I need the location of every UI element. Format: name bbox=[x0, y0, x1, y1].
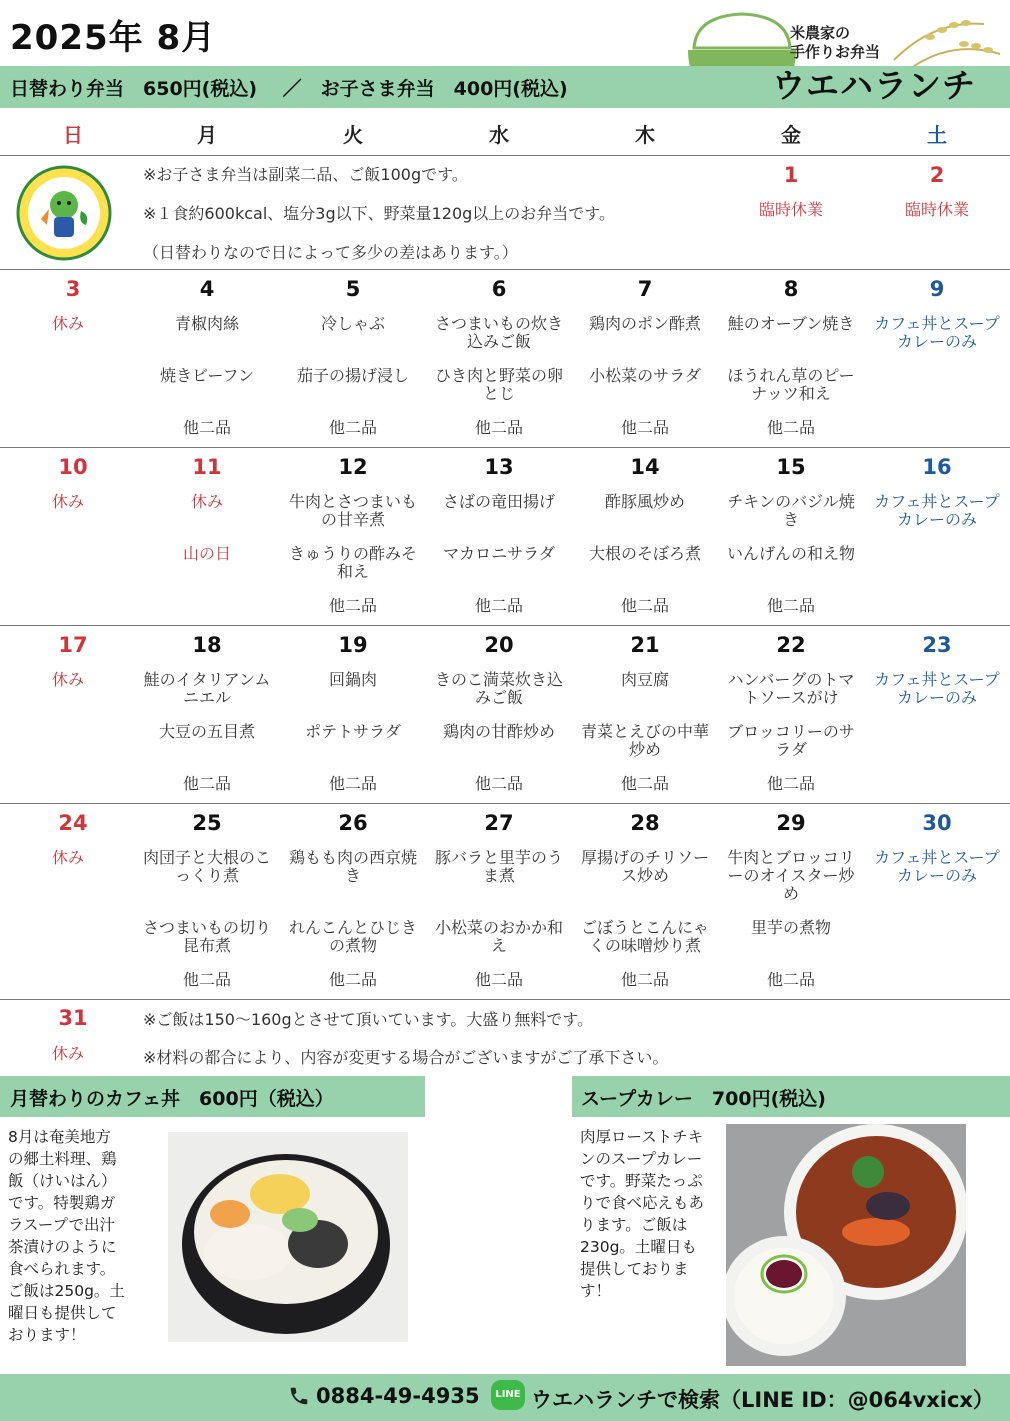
menu-item: カフェ丼とスープカレーのみ bbox=[874, 314, 1000, 351]
divider bbox=[0, 999, 1010, 1000]
menu-item: 他二品 bbox=[328, 970, 377, 989]
day-number: 16 bbox=[922, 455, 952, 479]
day-number: 3 bbox=[65, 277, 81, 301]
day-number: 1 bbox=[783, 163, 799, 187]
day-number: 13 bbox=[484, 455, 514, 479]
menu-item: 休み bbox=[190, 492, 223, 511]
weekday-fri: 金 bbox=[781, 123, 801, 147]
day-number: 6 bbox=[491, 277, 507, 301]
day-number: 4 bbox=[199, 277, 215, 301]
menu-item: 鶏もも肉の西京焼き bbox=[288, 848, 417, 885]
day-number: 9 bbox=[929, 277, 945, 301]
menu-item: 茄子の揚げ浸し bbox=[296, 366, 409, 385]
day-number: 30 bbox=[922, 811, 952, 835]
menu-item: 鮭のイタリアンムニエル bbox=[143, 670, 271, 707]
menu-item: 休み bbox=[51, 670, 84, 689]
menu-item: カフェ丼とスープカレーのみ bbox=[874, 848, 1000, 885]
menu-item: 肉団子と大根のこっくり煮 bbox=[142, 848, 271, 885]
menu-item: ごぼうとこんにゃくの味噌炒り煮 bbox=[581, 918, 709, 955]
curry-description: 肉厚ローストチキンのスープカレーです。野菜たっぷりで食べ応えもあります。ご飯は230g。土曜日も提供しております！ bbox=[580, 1128, 705, 1300]
menu-item: ハンバーグのトマトソースがけ bbox=[727, 670, 855, 707]
day-number: 7 bbox=[637, 277, 653, 301]
divider bbox=[0, 803, 1010, 804]
menu-item: 休み bbox=[51, 492, 84, 511]
line-icon: LINE bbox=[491, 1380, 525, 1410]
menu-item: さつまいもの切り昆布煮 bbox=[142, 918, 271, 955]
day-number: 5 bbox=[345, 277, 361, 301]
menu-closed: 臨時休業 bbox=[904, 200, 969, 219]
day-number: 10 bbox=[58, 455, 88, 479]
menu-item: 他二品 bbox=[182, 774, 231, 793]
menu-item: きゅうりの酢みそ和え bbox=[288, 544, 417, 581]
menu-item: 小松菜のおかか和え bbox=[434, 918, 563, 955]
day-number: 23 bbox=[922, 633, 952, 657]
veggie-menu-badge bbox=[16, 165, 112, 261]
menu-item: 酢豚風炒め bbox=[604, 492, 685, 511]
note-calorie: ※１食約600kcal、塩分3g以下、野菜量120g以上のお弁当です。 bbox=[143, 204, 616, 223]
weekday-tue: 火 bbox=[343, 123, 363, 147]
menu-item: 他二品 bbox=[474, 596, 523, 615]
day-number: 8 bbox=[783, 277, 799, 301]
menu-item: マカロニサラダ bbox=[443, 544, 555, 563]
menu-item: さつまいもの炊き込みご飯 bbox=[434, 314, 563, 351]
menu-item: 休み bbox=[51, 848, 84, 867]
soup-curry-photo bbox=[726, 1124, 966, 1366]
day-number: 21 bbox=[630, 633, 660, 657]
cafe-don-photo bbox=[168, 1132, 408, 1342]
menu-item: 他二品 bbox=[328, 418, 377, 437]
note-daily-variation: （日替わりなので日によって多少の差はあります。） bbox=[143, 243, 518, 262]
weekday-wed: 水 bbox=[489, 123, 509, 147]
menu-item: カフェ丼とスープカレーのみ bbox=[874, 670, 1000, 707]
curry-section-title: スープカレー 700円(税込) bbox=[581, 1088, 826, 1110]
menu-item: 鶏肉のポン酢煮 bbox=[588, 314, 701, 333]
menu-item: 鮭のオーブン焼き bbox=[727, 314, 855, 333]
menu-item: 他二品 bbox=[620, 596, 669, 615]
day-number: 25 bbox=[192, 811, 222, 835]
day-number: 2 bbox=[929, 163, 945, 187]
divider bbox=[0, 447, 1010, 448]
menu-item: 肉豆腐 bbox=[620, 670, 669, 689]
menu-item: きのこ満菜炊き込みご飯 bbox=[434, 670, 563, 707]
menu-item: カフェ丼とスープカレーのみ bbox=[874, 492, 1000, 529]
menu-item: 他二品 bbox=[474, 970, 523, 989]
menu-item: ポテトサラダ bbox=[305, 722, 401, 741]
note-kids-bento: ※お子さま弁当は副菜二品、ご飯100gです。 bbox=[143, 165, 468, 184]
day-number: 27 bbox=[484, 811, 514, 835]
logo-subtitle-2: 手作りお弁当 bbox=[790, 43, 881, 61]
day-number: 28 bbox=[630, 811, 660, 835]
menu-item: 休み bbox=[51, 314, 84, 333]
page-title: 2025年 8月 bbox=[10, 18, 217, 58]
day-number: 11 bbox=[192, 455, 222, 479]
menu-item: 他二品 bbox=[766, 970, 815, 989]
day-number: 24 bbox=[58, 811, 88, 835]
menu-closed: 臨時休業 bbox=[758, 200, 823, 219]
menu-item: 休み bbox=[51, 1044, 84, 1063]
menu-item: 厚揚げのチリソース炒め bbox=[580, 848, 709, 885]
menu-item: 他二品 bbox=[182, 418, 231, 437]
menu-item: 回鍋肉 bbox=[328, 670, 377, 689]
day-number: 26 bbox=[338, 811, 368, 835]
day-number: 29 bbox=[776, 811, 806, 835]
menu-item: 他二品 bbox=[620, 970, 669, 989]
note-rice: ※ご飯は150～160gとさせて頂いています。大盛り無料です。 bbox=[143, 1010, 594, 1029]
menu-item: 牛肉とさつまいもの甘辛煮 bbox=[288, 492, 417, 529]
divider bbox=[0, 269, 1010, 270]
menu-item: 他二品 bbox=[620, 774, 669, 793]
menu-item: ほうれん草のピーナッツ和え bbox=[727, 366, 855, 403]
day-number: 14 bbox=[630, 455, 660, 479]
menu-item: 里芋の煮物 bbox=[750, 918, 831, 937]
cafe-section-title: 月替わりのカフェ丼 600円（税込） bbox=[10, 1088, 334, 1110]
divider bbox=[0, 625, 1010, 626]
menu-item: 他二品 bbox=[766, 596, 815, 615]
day-number: 12 bbox=[338, 455, 368, 479]
day-number: 17 bbox=[58, 633, 88, 657]
holiday-label: 山の日 bbox=[182, 544, 231, 563]
weekday-sun: 日 bbox=[63, 123, 83, 147]
menu-item: ブロッコリーのサラダ bbox=[727, 722, 855, 759]
menu-item: 大豆の五目煮 bbox=[158, 722, 255, 741]
menu-item: 他二品 bbox=[766, 418, 815, 437]
menu-item: れんこんとひじきの煮物 bbox=[288, 918, 417, 955]
day-number: 18 bbox=[192, 633, 222, 657]
menu-item: ひき肉と野菜の卵とじ bbox=[434, 366, 563, 403]
menu-item: 他二品 bbox=[766, 774, 815, 793]
weekday-mon: 月 bbox=[197, 123, 217, 147]
day-number: 22 bbox=[776, 633, 806, 657]
weekday-thu: 木 bbox=[635, 123, 655, 147]
menu-item: 冷しゃぶ bbox=[320, 314, 385, 333]
menu-item: 大根のそぼろ煮 bbox=[588, 544, 701, 563]
menu-item: 他二品 bbox=[328, 596, 377, 615]
menu-item: 焼きビーフン bbox=[160, 366, 254, 385]
day-number: 15 bbox=[776, 455, 806, 479]
menu-item: 他二品 bbox=[182, 970, 231, 989]
menu-item: チキンのバジル焼き bbox=[727, 492, 855, 529]
menu-item: 他二品 bbox=[328, 774, 377, 793]
menu-item: 牛肉とブロッコリーのオイスター炒め bbox=[727, 848, 855, 903]
menu-item: 青菜とえびの中華炒め bbox=[580, 722, 709, 759]
menu-item: さばの竜田揚げ bbox=[442, 492, 555, 511]
menu-item: 小松菜のサラダ bbox=[589, 366, 701, 385]
cafe-description: 8月は奄美地方の郷土料理、鶏飯（けいはん）です。特製鶏ガラスープで出汁茶漬けのように食べられます。ご飯は250g。土曜日も提供しております！ bbox=[8, 1128, 125, 1344]
menu-item: 他二品 bbox=[474, 774, 523, 793]
phone-icon bbox=[288, 1385, 310, 1407]
day-number: 20 bbox=[484, 633, 514, 657]
menu-item: 他二品 bbox=[474, 418, 523, 437]
day-number: 19 bbox=[338, 633, 368, 657]
menu-item: 鶏肉の甘酢炒め bbox=[442, 722, 555, 741]
note-menu-change: ※材料の都合により、内容が変更する場合がございますがご了承下さい。 bbox=[143, 1048, 669, 1067]
line-search-text[interactable]: ウエハランチで検索（LINE ID：@064vxicx） bbox=[531, 1388, 994, 1412]
day-number: 31 bbox=[58, 1006, 88, 1030]
price-line: 日替わり弁当 650円(税込) ／ お子さま弁当 400円(税込) bbox=[10, 78, 568, 100]
logo-subtitle: 米農家の bbox=[790, 24, 851, 42]
menu-item: 青椒肉絲 bbox=[174, 314, 239, 333]
menu-item: 他二品 bbox=[620, 418, 669, 437]
weekday-sat: 土 bbox=[927, 123, 947, 147]
phone-number[interactable]: 0884-49-4935 bbox=[316, 1384, 480, 1408]
menu-item: 豚バラと里芋のうま煮 bbox=[434, 848, 563, 885]
menu-item: いんげんの和え物 bbox=[726, 544, 855, 563]
logo-name: ウエハランチ bbox=[772, 66, 976, 105]
divider bbox=[0, 155, 1010, 156]
